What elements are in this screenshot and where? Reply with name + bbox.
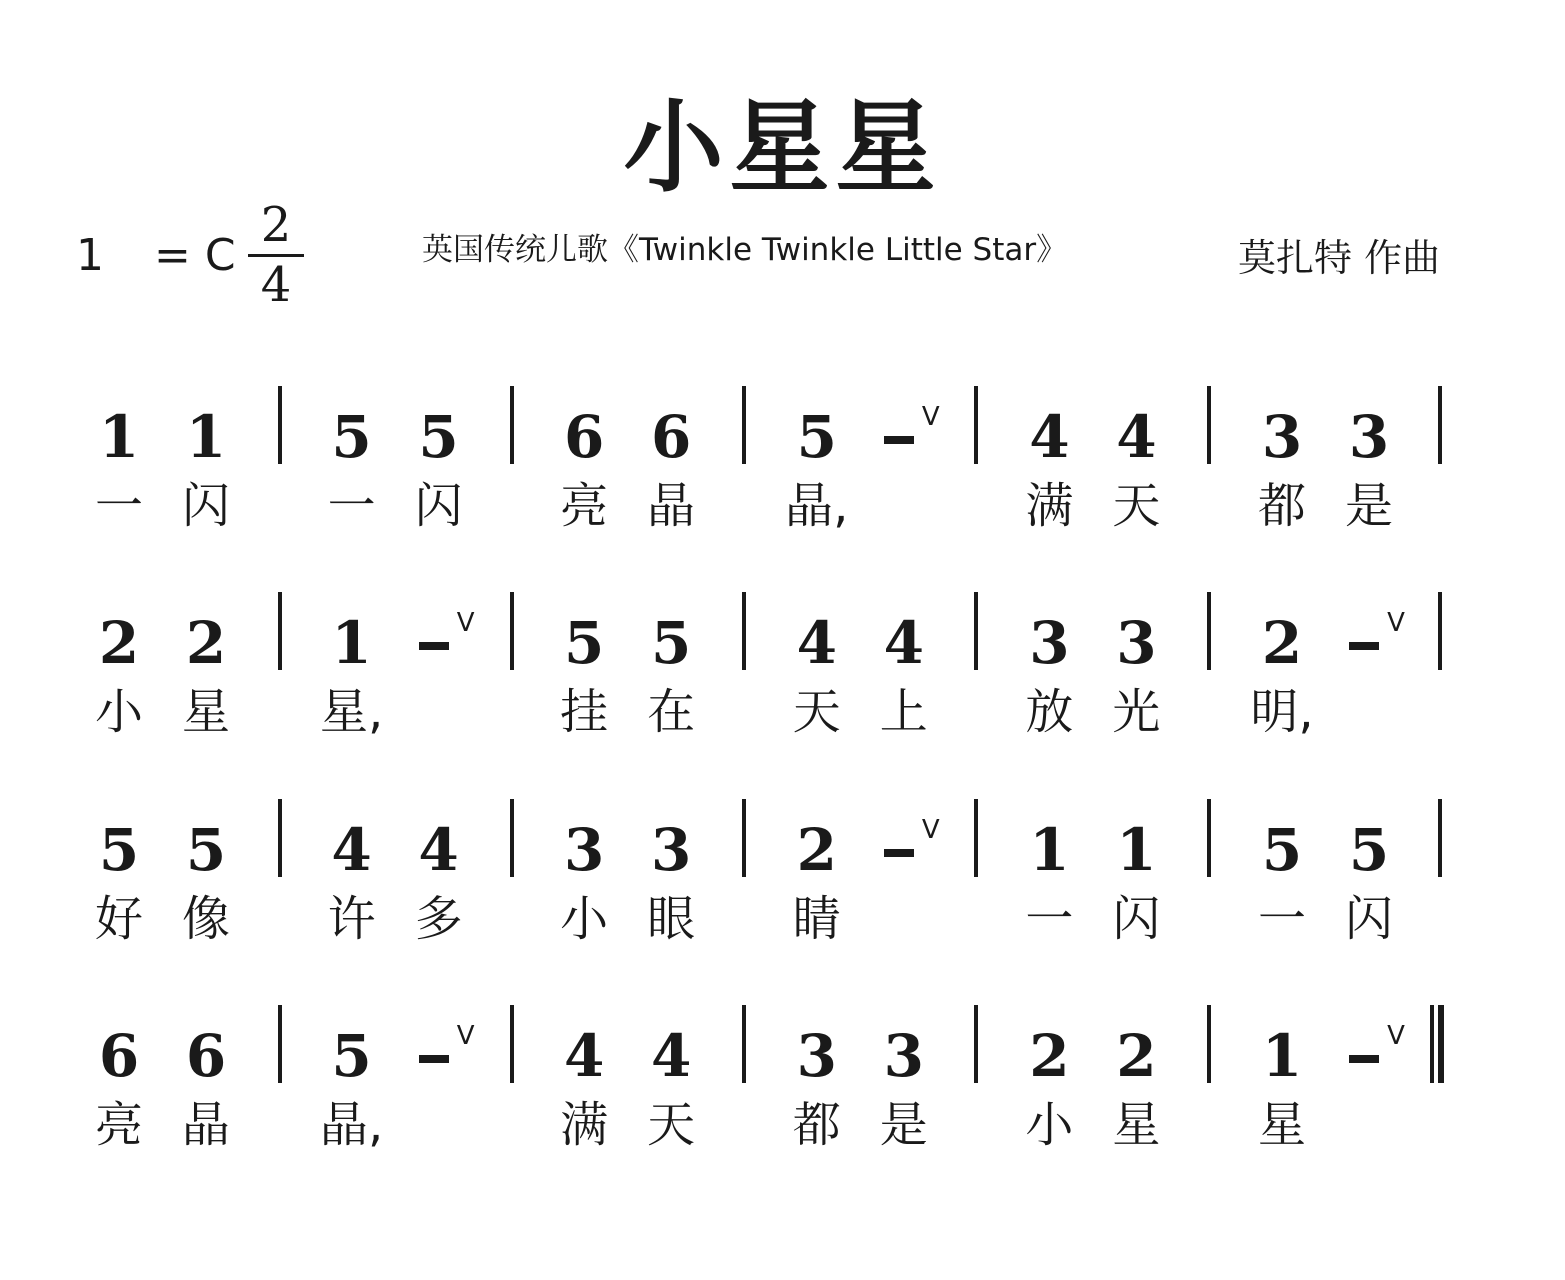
lyric: 小: [560, 891, 609, 947]
lyric: 一: [1025, 891, 1074, 947]
lyric: 星: [181, 684, 230, 740]
lyric: 许: [327, 891, 376, 947]
lyric: 闪: [1112, 891, 1161, 947]
lyric: 多: [414, 891, 463, 947]
note: 4: [651, 1022, 692, 1090]
note: 6: [564, 403, 605, 471]
note: 2: [1029, 1022, 1070, 1090]
lyric: 天: [792, 684, 841, 740]
note: 3: [651, 816, 692, 884]
barline: [1438, 799, 1442, 877]
note: 5: [1348, 816, 1390, 884]
note: 4: [1116, 403, 1157, 471]
note: 4: [796, 609, 837, 677]
note: 4: [418, 816, 459, 884]
score-row: [0, 815, 1565, 985]
lyric: 晶: [647, 478, 696, 534]
lyric: 是: [879, 1097, 928, 1153]
key-degree: 1: [76, 230, 104, 281]
note: 2: [796, 816, 837, 884]
barline: [278, 1005, 282, 1083]
note: 1: [331, 609, 372, 677]
note: 5: [185, 816, 227, 884]
lyric: 放: [1025, 684, 1074, 740]
breath-mark: V: [456, 608, 475, 638]
note: 1: [185, 403, 227, 471]
note: 4: [564, 1022, 605, 1090]
lyric: 满: [560, 1097, 609, 1153]
note: 2: [98, 609, 140, 677]
page-title: 小星星: [623, 89, 942, 206]
score-row: [0, 608, 1565, 778]
note: 3: [883, 1022, 924, 1090]
lyric: 闪: [414, 478, 463, 534]
key-signature: [76, 226, 236, 286]
note: 6: [98, 1022, 140, 1090]
lyric: 晶: [181, 1097, 230, 1153]
barline: [974, 592, 978, 670]
lyric: 一: [1257, 891, 1306, 947]
note: 5: [331, 403, 372, 471]
lyric: 满: [1025, 478, 1074, 534]
barline: [278, 386, 282, 464]
lyric: 天: [647, 1097, 696, 1153]
composer-credit: 莫扎特 作曲: [1238, 236, 1441, 280]
barline: [742, 1005, 746, 1083]
lyric: 星,: [319, 684, 384, 740]
lyric: 睛: [792, 891, 841, 947]
note: 5: [651, 609, 692, 677]
note: 1: [1116, 816, 1157, 884]
time-numerator: 2: [260, 197, 292, 253]
barline: [510, 799, 514, 877]
time-signature: [248, 197, 304, 313]
time-denominator: 4: [260, 257, 292, 313]
breath-mark: V: [1387, 1021, 1405, 1051]
note: 3: [1261, 403, 1303, 471]
lyric: 是: [1344, 478, 1393, 534]
note: 2: [1116, 1022, 1157, 1090]
barline: [278, 592, 282, 670]
lyric: 都: [792, 1097, 841, 1153]
note: 3: [1029, 609, 1070, 677]
note: 5: [331, 1022, 372, 1090]
breath-mark: V: [456, 1021, 475, 1051]
lyric: 眼: [647, 891, 696, 947]
sustain-dash: [884, 849, 914, 857]
note: 6: [651, 403, 692, 471]
note: 4: [883, 609, 924, 677]
lyric: 都: [1257, 478, 1306, 534]
lyric: 在: [647, 684, 696, 740]
key-tonic: C: [204, 230, 236, 281]
note: 5: [796, 403, 837, 471]
note: 4: [331, 816, 372, 884]
lyric: 小: [1025, 1097, 1074, 1153]
barline: [1207, 386, 1211, 464]
note: 5: [418, 403, 459, 471]
lyric: 星: [1257, 1097, 1306, 1153]
barline: [278, 799, 282, 877]
barline-final-inner: [1430, 1005, 1434, 1083]
key-equals: =: [154, 230, 191, 281]
subtitle: 英国传统儿歌《Twinkle Twinkle Little Star》: [422, 232, 1068, 268]
sustain-dash: [1349, 642, 1379, 650]
lyric: 天: [1112, 478, 1161, 534]
lyric: 晶,: [319, 1097, 384, 1153]
lyric: 晶,: [785, 478, 849, 534]
lyric: 明,: [1250, 684, 1314, 740]
barline: [742, 799, 746, 877]
lyric: 小: [94, 684, 143, 740]
note: 2: [1261, 609, 1303, 677]
lyric: 亮: [560, 478, 609, 534]
barline: [1438, 592, 1442, 670]
lyric: 光: [1112, 684, 1161, 740]
note: 3: [1348, 403, 1390, 471]
sustain-dash: [419, 642, 449, 650]
barline: [510, 1005, 514, 1083]
barline: [1207, 799, 1211, 877]
barline: [510, 592, 514, 670]
note: 5: [1261, 816, 1303, 884]
lyric: 闪: [1344, 891, 1393, 947]
note: 1: [1261, 1022, 1303, 1090]
breath-mark: V: [921, 815, 940, 845]
note: 4: [1029, 403, 1070, 471]
barline: [742, 386, 746, 464]
barline: [1207, 592, 1211, 670]
lyric: 上: [879, 684, 928, 740]
note: 2: [185, 609, 227, 677]
score-row: [0, 402, 1565, 572]
note: 5: [98, 816, 140, 884]
breath-mark: V: [1387, 608, 1405, 638]
score-row: [0, 1021, 1565, 1191]
note: 3: [796, 1022, 837, 1090]
lyric: 一: [327, 478, 376, 534]
lyric: 挂: [560, 684, 609, 740]
barline: [510, 386, 514, 464]
barline: [1438, 1005, 1444, 1083]
barline: [742, 592, 746, 670]
barline: [974, 1005, 978, 1083]
barline: [1438, 386, 1442, 464]
breath-mark: V: [921, 402, 940, 432]
note: 1: [98, 403, 140, 471]
sustain-dash: [1349, 1055, 1379, 1063]
note: 6: [185, 1022, 227, 1090]
sustain-dash: [419, 1055, 449, 1063]
lyric: 好: [94, 891, 143, 947]
barline: [1207, 1005, 1211, 1083]
note: 5: [564, 609, 605, 677]
lyric: 闪: [181, 478, 230, 534]
note: 1: [1029, 816, 1070, 884]
barline: [974, 386, 978, 464]
barline: [974, 799, 978, 877]
lyric: 一: [94, 478, 143, 534]
note: 3: [564, 816, 605, 884]
lyric: 亮: [94, 1097, 143, 1153]
lyric: 像: [181, 891, 230, 947]
lyric: 星: [1112, 1097, 1161, 1153]
sustain-dash: [884, 436, 914, 444]
note: 3: [1116, 609, 1157, 677]
